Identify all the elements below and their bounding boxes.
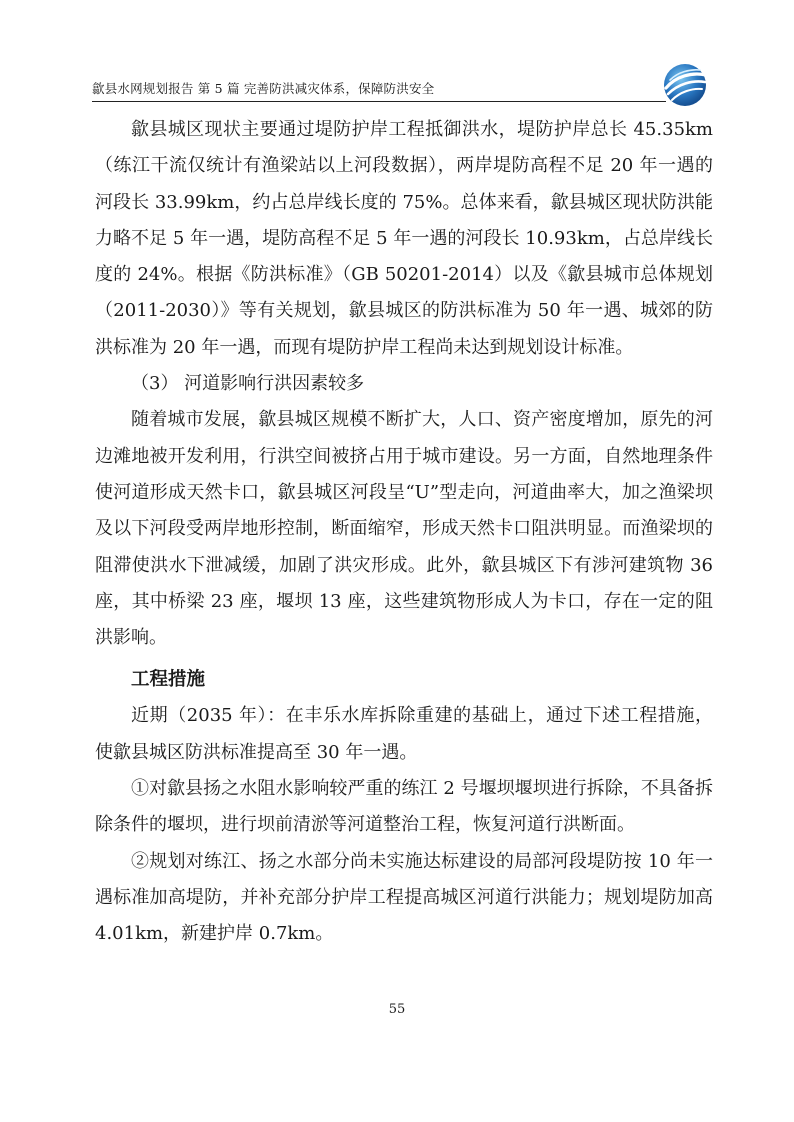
paragraph-flood-status: 歙县城区现状主要通过堤防护岸工程抵御洪水，堤防护岸总长 45.35km（练江干流仅统计有渔梁站以上河段数据），两岸堤防高程不足 20 年一遇的河段长 33.99km，约占总岸线长度的 75%。总体来看，歙县城区现状防洪能力略不足 5 年一遇，堤防高程不足 5 年一遇的河段长 10.93km，占总岸线长度的 24%。根据《防洪标准》（GB 50201-2014）以及《歙县城市总体规划（2011-2030）》等有关规划，歙县城区的防洪标准为 50 年一遇、城郊的防洪标准为 20 年一遇，而现有堤防护岸工程尚未达到规划设计标准。	[95, 119, 713, 358]
section-heading-engineering: 工程措施	[131, 669, 206, 691]
page-header	[92, 66, 714, 102]
paragraph-measure-1: ①对歙县扬之水阻水影响较严重的练江 2 号堰坝堰坝进行拆除，不具备拆除条件的堰坝，进行坝前清淤等河道整治工程，恢复河道行洪断面。	[95, 778, 713, 836]
paragraph-near-term: 近期（2035 年）：在丰乐水库拆除重建的基础上，通过下述工程措施，使歙县城区防洪标准提高至 30 年一遇。	[95, 705, 713, 763]
swoosh-globe-logo-icon	[662, 62, 708, 108]
document-body	[95, 112, 713, 953]
header-title: 歙县水网规划报告 第 5 篇 完善防洪减灾体系，保障防洪安全	[92, 81, 435, 96]
page-number: 55	[388, 1002, 406, 1017]
subheading-river-factors: （3） 河道影响行洪因素较多	[131, 373, 365, 395]
paragraph-measure-2: ②规划对练江、扬之水部分尚未实施达标建设的局部河段堤防按 10 年一遇标准加高堤防，并补充部分护岸工程提高城区河道行洪能力；规划堤防加高 4.01km，新建护岸 0.7km。	[95, 850, 713, 945]
header-divider	[92, 101, 666, 102]
paragraph-river-factors: 随着城市发展，歙县城区规模不断扩大，人口、资产密度增加，原先的河边滩地被开发利用，行洪空间被挤占用于城市建设。另一方面，自然地理条件使河道形成天然卡口，歙县城区河段呈“U”型走向，河道曲率大，加之渔梁坝及以下河段受两岸地形控制，断面缩窄，形成天然卡口阻洪明显。而渔梁坝的阻滞使洪水下泄减缓，加剧了洪灾形成。此外，歙县城区下有涉河建筑物 36 座，其中桥梁 23 座，堰坝 13 座，这些建筑物形成人为卡口，存在一定的阻洪影响。	[95, 409, 713, 649]
